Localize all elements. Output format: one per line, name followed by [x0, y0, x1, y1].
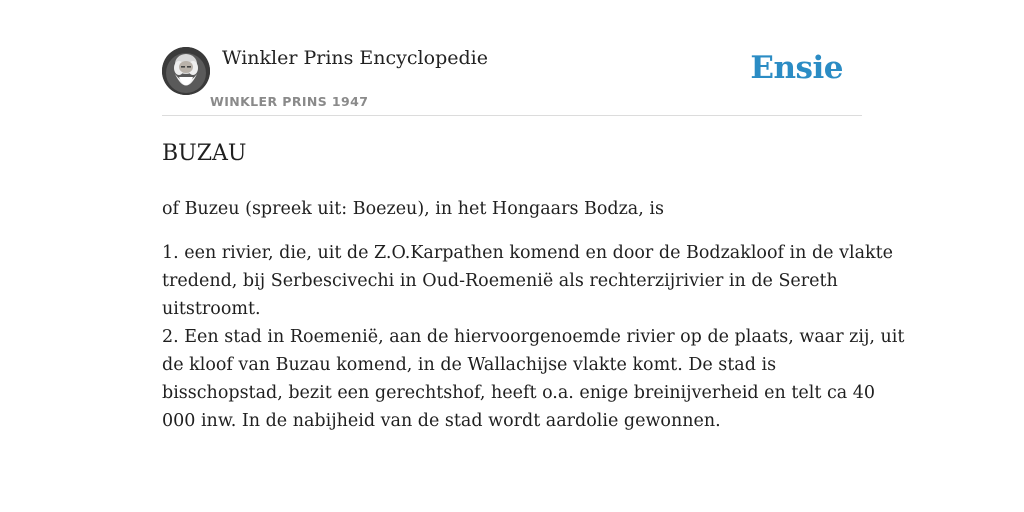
encyclopedia-card	[162, 44, 905, 431]
article-intro: of Buzeu (spreek uit: Boezeu), in het Hongaars Bodza, is	[162, 199, 664, 219]
body-line: uitstroomt.	[162, 299, 261, 319]
article-title: BUZAU	[162, 141, 247, 166]
body-line: de kloof van Buzau komend, in de Wallachijse vlakte komt. De stad is	[162, 355, 777, 375]
header	[162, 44, 862, 116]
edition-label[interactable]: WINKLER PRINS 1947	[210, 94, 369, 109]
body-line: bisschopstad, bezit een gerechtshof, heeft o.a. enige breinijverheid en telt ca 40	[162, 383, 876, 403]
body-line: 000 inw. In de nabijheid van de stad wordt aardolie gewonnen.	[162, 411, 721, 431]
bearded-man-portrait-icon[interactable]	[162, 47, 210, 95]
body-line: tredend, bij Serbescivechi in Oud-Roemenië als rechterzijrivier in de Sereth	[162, 271, 838, 291]
article-body	[162, 239, 905, 435]
body-line: 2. Een stad in Roemenië, aan de hiervoorgenoemde rivier op de plaats, waar zij, uit	[162, 327, 905, 347]
brand-logo[interactable]: Ensie	[750, 50, 843, 86]
body-line: 1. een rivier, die, uit de Z.O.Karpathen komend en door de Bodzakloof in de vlakte	[162, 243, 894, 263]
site-name[interactable]: Winkler Prins Encyclopedie	[222, 47, 488, 69]
